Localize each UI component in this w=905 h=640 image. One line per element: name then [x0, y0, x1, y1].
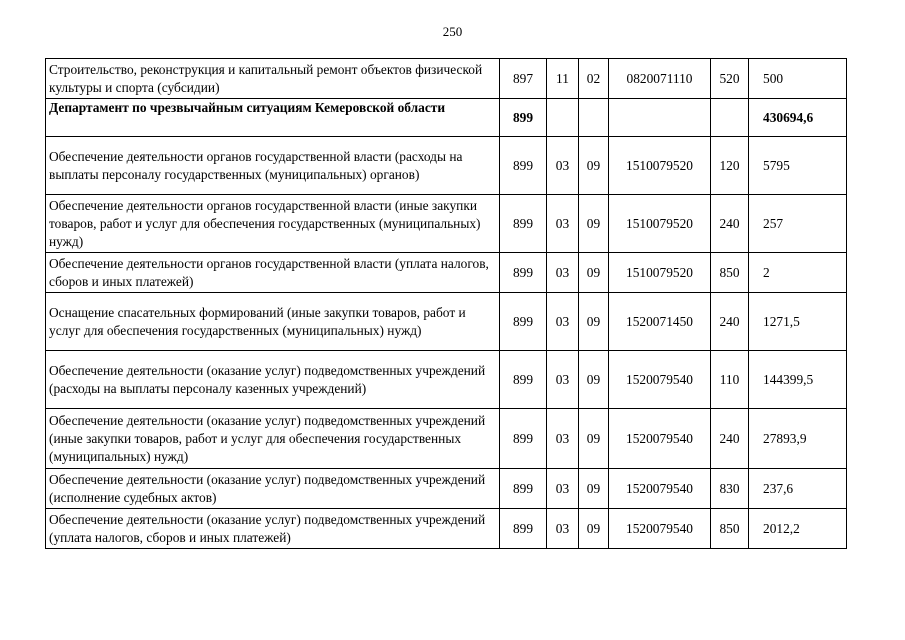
table-row — [46, 509, 847, 549]
amount-cell: 5795 — [749, 137, 847, 195]
dept-code-cell: 899 — [500, 469, 547, 509]
dept-code-cell: 899 — [500, 253, 547, 293]
subsection-code-cell: 09 — [579, 509, 609, 549]
dept-code-cell: 899 — [500, 351, 547, 409]
section-code-cell: 11 — [547, 59, 579, 99]
section-code-cell: 03 — [547, 469, 579, 509]
row-description: Обеспечение деятельности (оказание услуг) подведомственных учреждений (иные закупки товаров, работ и услуг для обеспечения государственных (муниципальных) нужд) — [46, 409, 500, 469]
table-body — [46, 59, 847, 549]
amount-cell: 257 — [749, 195, 847, 253]
target-item-code-cell: 1520079540 — [609, 351, 711, 409]
table-row — [46, 409, 847, 469]
section-code-cell — [547, 99, 579, 137]
expense-type-code-cell: 240 — [711, 195, 749, 253]
section-code-cell: 03 — [547, 195, 579, 253]
target-item-code-cell: 1520071450 — [609, 293, 711, 351]
row-description: Обеспечение деятельности (оказание услуг) подведомственных учреждений (исполнение судебных актов) — [46, 469, 500, 509]
table-row — [46, 137, 847, 195]
row-description: Строительство, реконструкция и капитальный ремонт объектов физической культуры и спорта (субсидии) — [46, 59, 500, 99]
expense-type-code-cell: 850 — [711, 253, 749, 293]
amount-cell: 430694,6 — [749, 99, 847, 137]
target-item-code-cell: 1510079520 — [609, 195, 711, 253]
amount-cell: 144399,5 — [749, 351, 847, 409]
subsection-code-cell: 02 — [579, 59, 609, 99]
row-description: Оснащение спасательных формирований (иные закупки товаров, работ и услуг для обеспечения государственных (муниципальных) нужд) — [46, 293, 500, 351]
dept-code-cell: 899 — [500, 409, 547, 469]
target-item-code-cell: 1510079520 — [609, 253, 711, 293]
subsection-code-cell: 09 — [579, 253, 609, 293]
dept-code-cell: 899 — [500, 99, 547, 137]
table-row — [46, 469, 847, 509]
amount-cell: 2012,2 — [749, 509, 847, 549]
amount-cell: 237,6 — [749, 469, 847, 509]
subsection-code-cell: 09 — [579, 469, 609, 509]
subsection-code-cell: 09 — [579, 137, 609, 195]
row-description: Обеспечение деятельности (оказание услуг) подведомственных учреждений (расходы на выплаты персоналу казенных учреждений) — [46, 351, 500, 409]
dept-code-cell: 899 — [500, 137, 547, 195]
expense-type-code-cell: 830 — [711, 469, 749, 509]
page-number: 250 — [442, 24, 463, 39]
table-row — [46, 253, 847, 293]
subsection-code-cell — [579, 99, 609, 137]
target-item-code-cell: 1520079540 — [609, 509, 711, 549]
target-item-code-cell — [609, 99, 711, 137]
section-code-cell: 03 — [547, 293, 579, 351]
table-row — [46, 351, 847, 409]
table-row — [46, 99, 847, 137]
dept-code-cell: 899 — [500, 293, 547, 351]
expense-type-code-cell: 110 — [711, 351, 749, 409]
row-description: Департамент по чрезвычайным ситуациям Кемеровской области — [46, 99, 500, 137]
table-row — [46, 59, 847, 99]
subsection-code-cell: 09 — [579, 293, 609, 351]
target-item-code-cell: 1520079540 — [609, 409, 711, 469]
expense-type-code-cell — [711, 99, 749, 137]
amount-cell: 2 — [749, 253, 847, 293]
amount-cell: 1271,5 — [749, 293, 847, 351]
amount-cell: 500 — [749, 59, 847, 99]
expense-type-code-cell: 120 — [711, 137, 749, 195]
subsection-code-cell: 09 — [579, 351, 609, 409]
section-code-cell: 03 — [547, 351, 579, 409]
dept-code-cell: 897 — [500, 59, 547, 99]
row-description: Обеспечение деятельности органов государственной власти (расходы на выплаты персоналу государственных (муниципальных) органов) — [46, 137, 500, 195]
dept-code-cell: 899 — [500, 509, 547, 549]
budget-table — [45, 58, 847, 549]
expense-type-code-cell: 850 — [711, 509, 749, 549]
row-description: Обеспечение деятельности органов государственной власти (иные закупки товаров, работ и услуг для обеспечения государственных (муниципальных) нужд) — [46, 195, 500, 253]
amount-cell: 27893,9 — [749, 409, 847, 469]
section-code-cell: 03 — [547, 509, 579, 549]
table-row — [46, 293, 847, 351]
section-code-cell: 03 — [547, 137, 579, 195]
target-item-code-cell: 0820071110 — [609, 59, 711, 99]
row-description: Обеспечение деятельности (оказание услуг) подведомственных учреждений (уплата налогов, сборов и иных платежей) — [46, 509, 500, 549]
subsection-code-cell: 09 — [579, 409, 609, 469]
section-code-cell: 03 — [547, 253, 579, 293]
table-row — [46, 195, 847, 253]
expense-type-code-cell: 520 — [711, 59, 749, 99]
subsection-code-cell: 09 — [579, 195, 609, 253]
expense-type-code-cell: 240 — [711, 293, 749, 351]
section-code-cell: 03 — [547, 409, 579, 469]
expense-type-code-cell: 240 — [711, 409, 749, 469]
row-description: Обеспечение деятельности органов государственной власти (уплата налогов, сборов и иных платежей) — [46, 253, 500, 293]
target-item-code-cell: 1510079520 — [609, 137, 711, 195]
dept-code-cell: 899 — [500, 195, 547, 253]
target-item-code-cell: 1520079540 — [609, 469, 711, 509]
